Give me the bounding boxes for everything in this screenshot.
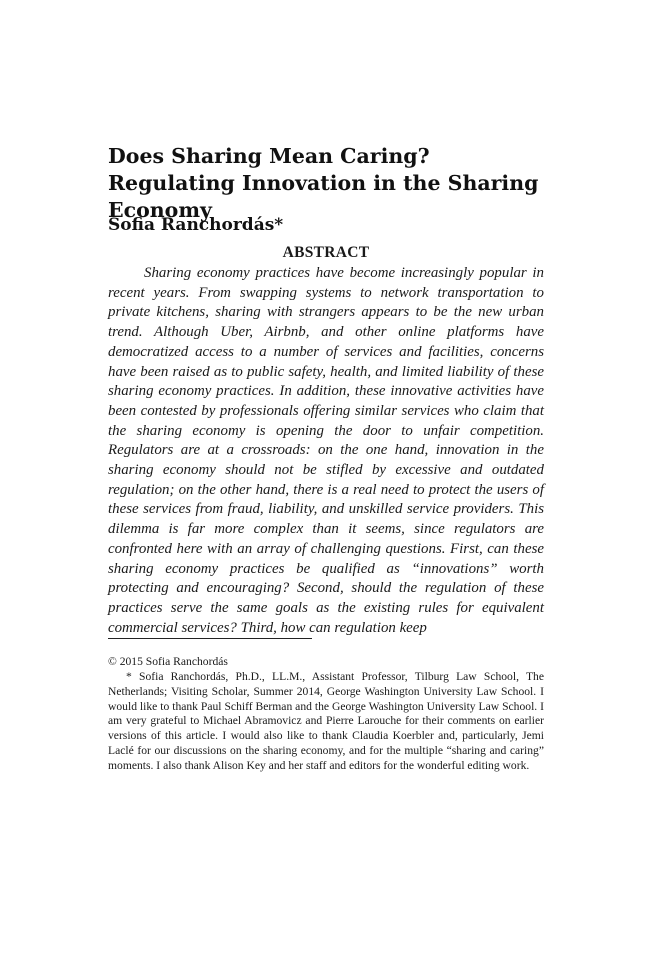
abstract-heading: ABSTRACT — [282, 244, 370, 261]
footnote-divider — [108, 638, 312, 639]
author-footnote: * Sofia Ranchordás, Ph.D., LL.M., Assistant Professor, Tilburg Law School, The Netherlands; Visiting Scholar, Summer 2014, George Washington University Law School. I would like to thank Paul Schiff Berman and the George Washington University Law School. I am very grateful to Michael Abramovicz and Pierre Larouche for their comments on earlier versions of this article. I would also like to thank Claudia Koerbler and, particularly, Jemi Laclé for our discussions on the sharing economy, and for the multiple “sharing and caring” moments. I also thank Alison Key and her staff and editors for the wonderful editing work. — [108, 670, 544, 772]
article-title: Does Sharing Mean Caring? Regulating Innovation in the Sharing Economy — [108, 144, 539, 222]
abstract-body: Sharing economy practices have become increasingly popular in recent years. From swapping systems to network transportation to private kitchens, sharing with strangers appears to be the new urban trend. Although Uber, Airbnb, and other online platforms have democratized access to a number of services and facilities, concerns have been raised as to public safety, health, and limited liability of these sharing economy practices. In addition, these innovative activities have been contested by professionals offering similar services who claim that the sharing economy is opening the door to unfair competition. Regulators are at a crossroads: on the one hand, innovation in the sharing economy should not be stifled by excessive and outdated regulation; on the other hand, there is a real need to protect the users of these services from fraud, liability, and unskilled service providers. This dilemma is far more complex than it seems, since regulators are confronted here with an array of challenging questions. First, can these sharing economy practices be qualified as “innovations” worth protecting and encouraging? Second, should the regulation of these practices serve the same goals as the existing rules for equivalent commercial services? Third, how can regulation keep — [108, 265, 544, 636]
copyright-notice: © 2015 Sofia Ranchordás — [108, 655, 228, 668]
author-name: Sofia Ranchordás* — [108, 215, 284, 235]
